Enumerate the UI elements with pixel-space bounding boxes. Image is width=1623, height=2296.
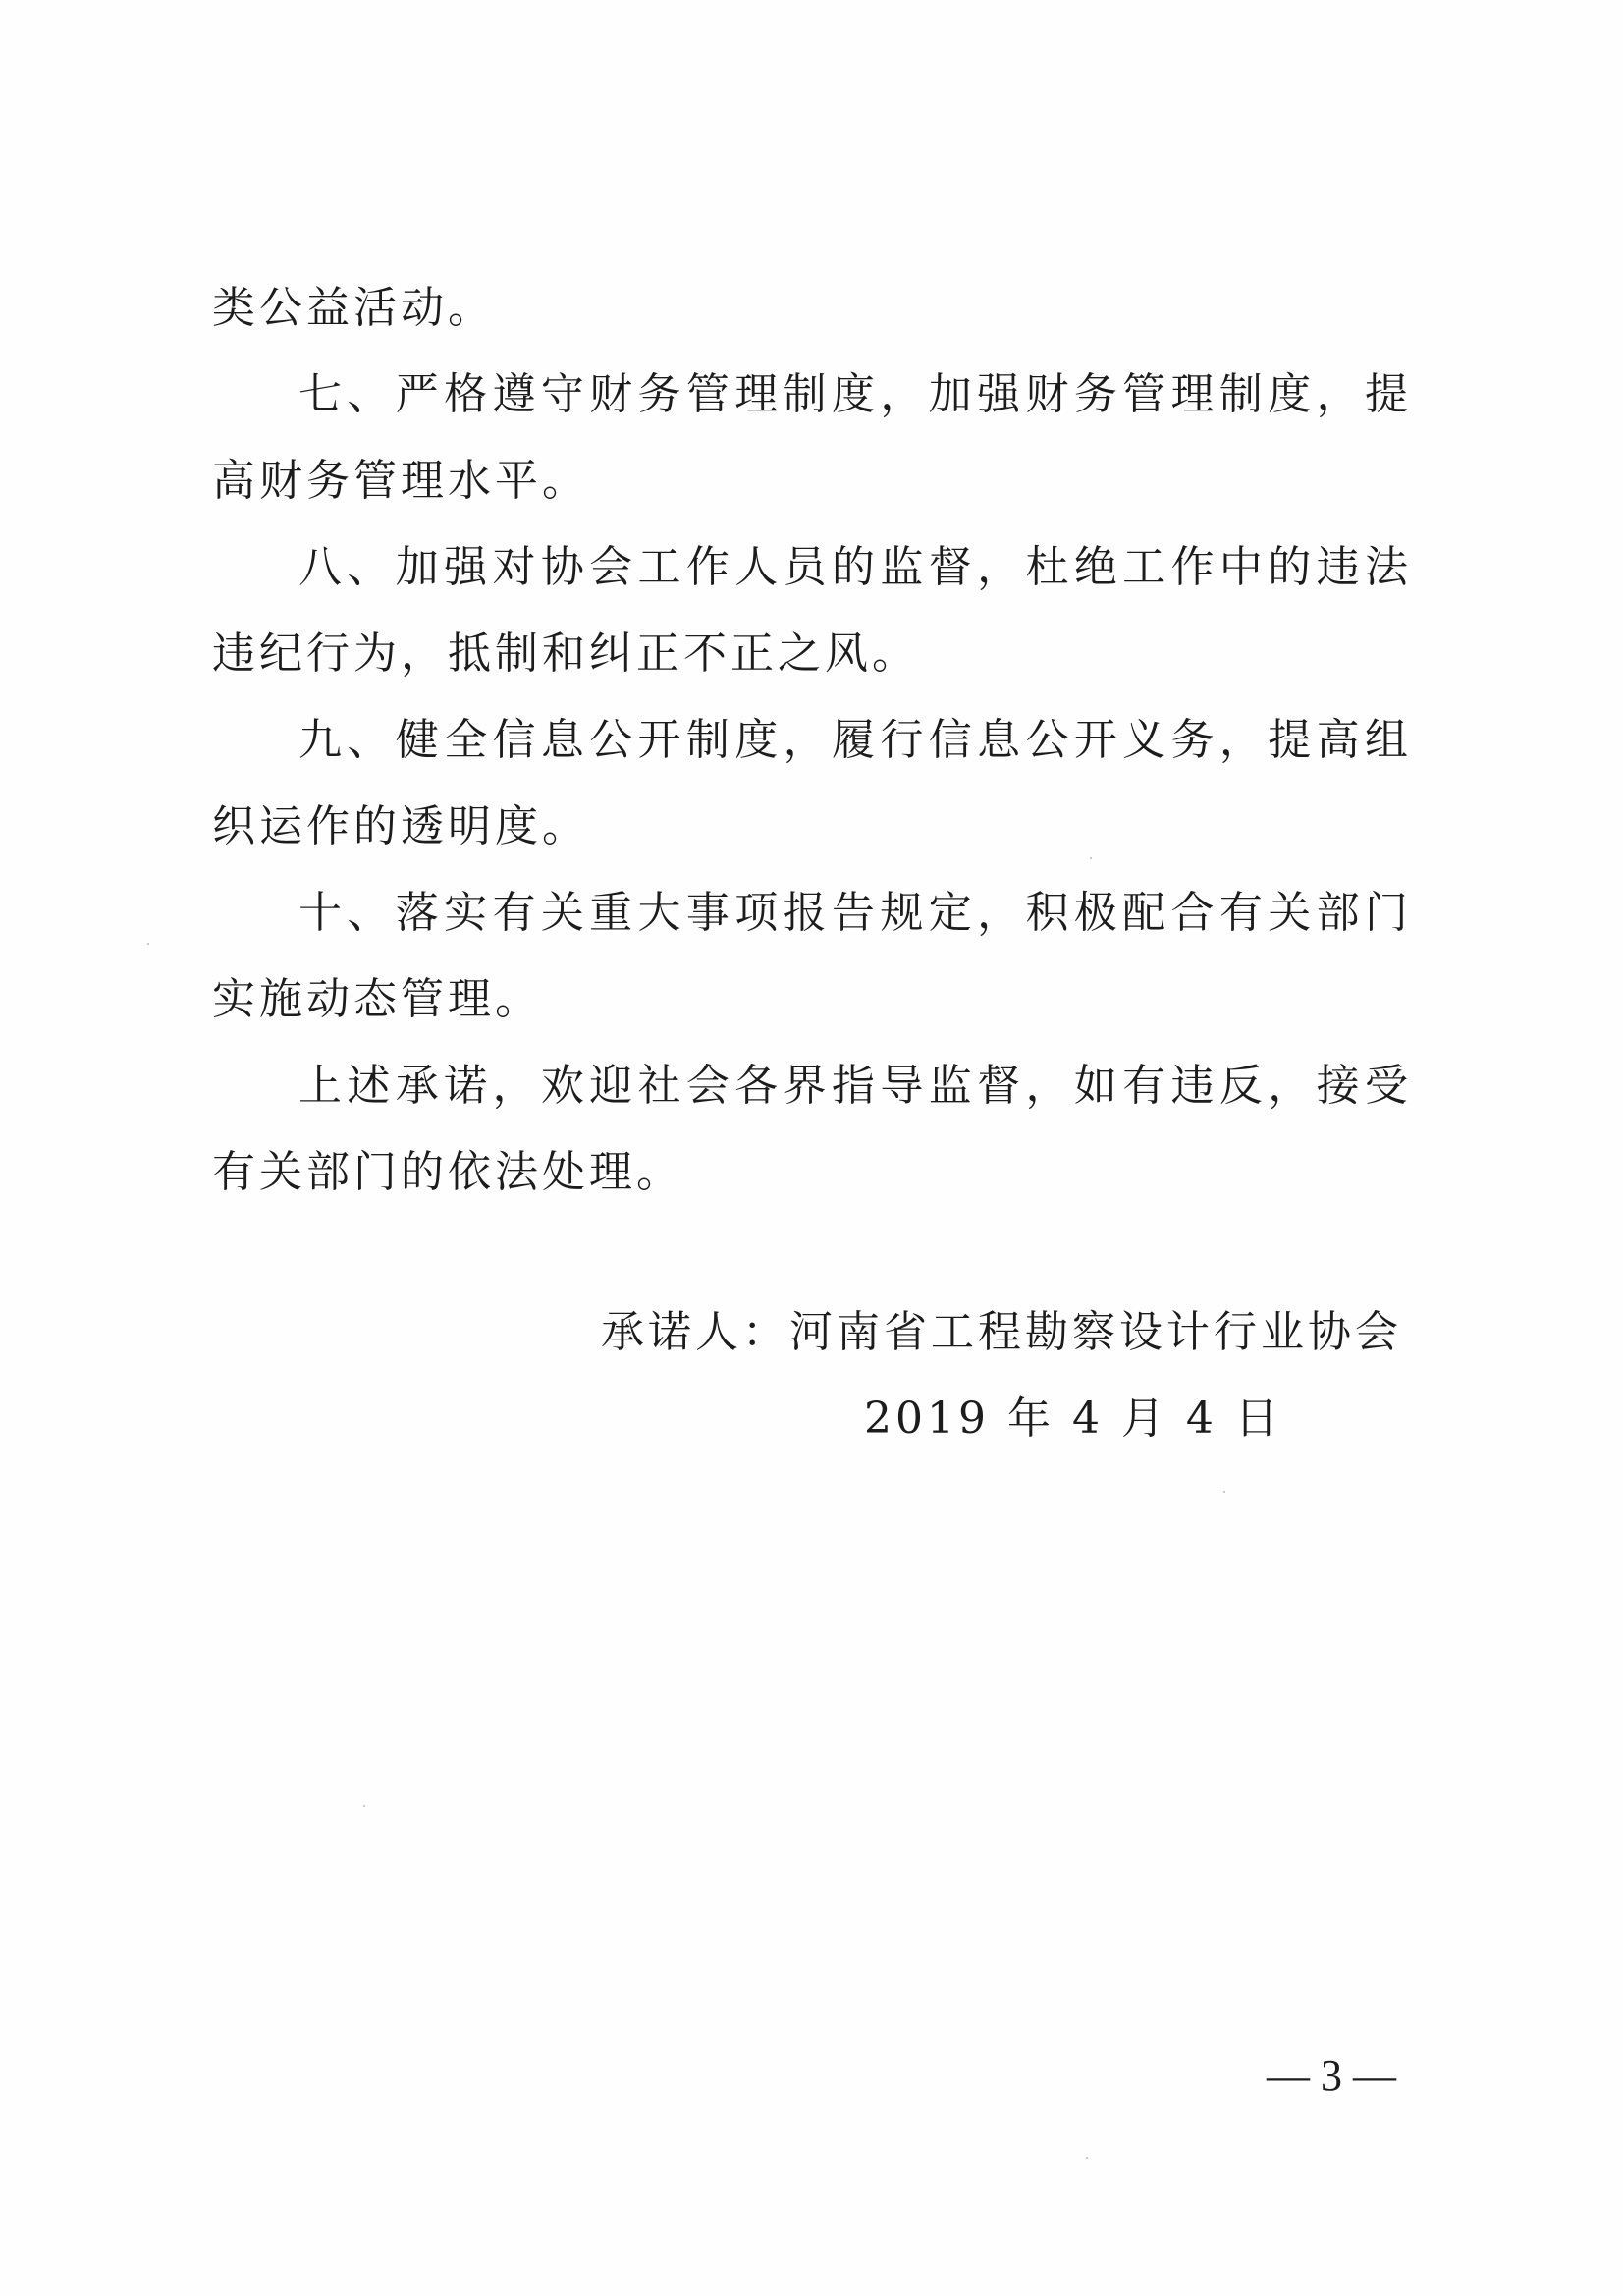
- paragraph-item-9: 九、健全信息公开制度，履行信息公开义务，提高组织运作的透明度。: [212, 715, 1412, 851]
- paragraph-closing-statement: 上述承诺，欢迎社会各界指导监督，如有违反，接受有关部门的依法处理。: [212, 1061, 1412, 1197]
- scan-speck: [1223, 1491, 1225, 1493]
- page-number: — 3 —: [1267, 2051, 1396, 2100]
- signature-organization: 承诺人：河南省工程勘察设计行业协会: [601, 1307, 1402, 1357]
- paragraph-item-7: 七、严格遵守财务管理制度，加强财务管理制度，提高财务管理水平。: [212, 369, 1412, 506]
- signature-date: 2019 年 4 月 4 日: [864, 1394, 1282, 1444]
- document-body: [212, 265, 1412, 1216]
- scan-speck: [363, 1805, 365, 1807]
- paragraph-continuation: 类公益活动。: [212, 283, 495, 333]
- scan-speck: [1090, 857, 1092, 859]
- paragraph-item-8: 八、加强对协会工作人员的监督，杜绝工作中的违法违纪行为，抵制和纠正不正之风。: [212, 542, 1412, 679]
- scan-speck: [147, 943, 149, 945]
- scan-speck: [1086, 2157, 1088, 2159]
- paragraph-item-10: 十、落实有关重大事项报告规定，积极配合有关部门实施动态管理。: [212, 888, 1412, 1024]
